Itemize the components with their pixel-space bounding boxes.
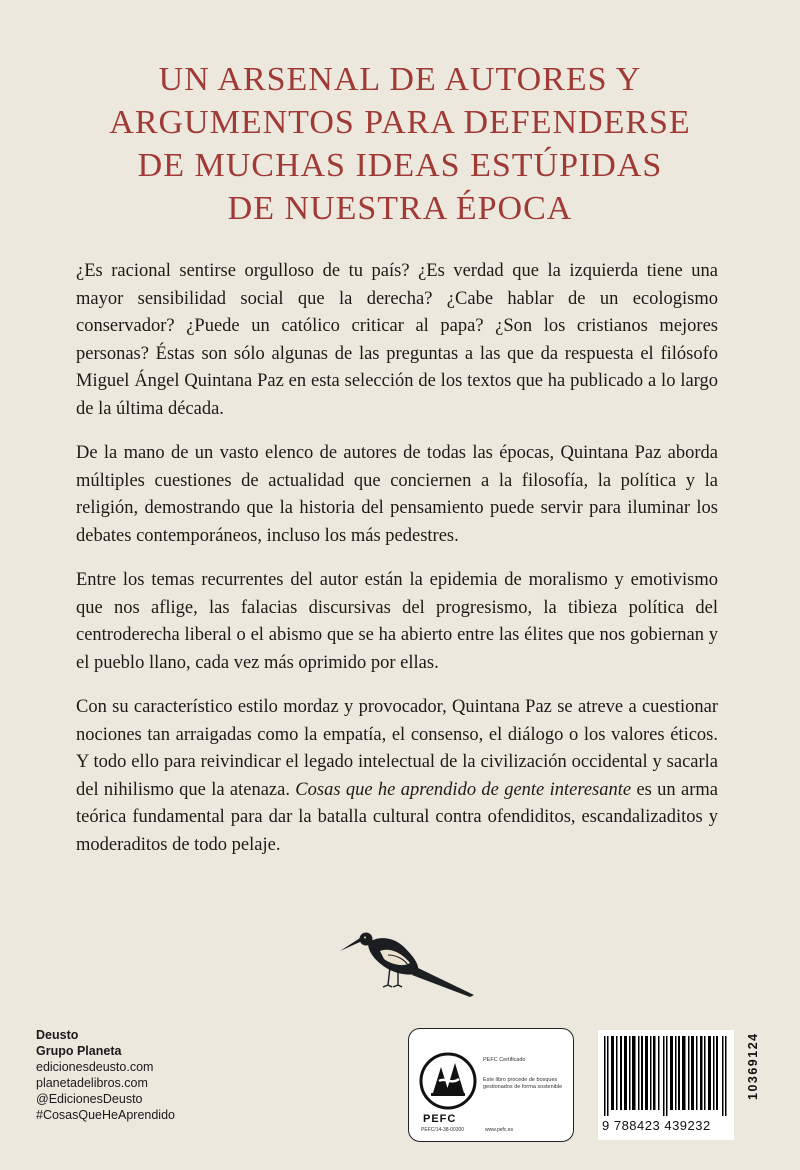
headline-line: DE MUCHAS IDEAS ESTÚPIDAS	[137, 147, 663, 184]
publisher-website[interactable]: edicionesdeusto.com	[36, 1060, 154, 1074]
blurb-text: es un arma teórica fundamental para dar la batalla cultural contra ofendiditos, escandalizaditos y moderaditos de todo pelaje.	[76, 779, 718, 855]
pefc-wordmark: PEFC	[423, 1113, 457, 1125]
publisher-hashtag[interactable]: #CosasQueHeAprendido	[36, 1108, 175, 1122]
isbn-number: 9 788423 439232	[602, 1118, 711, 1133]
pefc-description: Este libro procede de bosques gestionados de forma sostenible	[483, 1077, 563, 1090]
publisher-website-2[interactable]: planetadelibros.com	[36, 1076, 148, 1090]
headline-line: DE NUESTRA ÉPOCA	[227, 190, 573, 227]
headline-line: ARGUMENTOS PARA DEFENDERSE	[109, 104, 691, 141]
headline-line: UN ARSENAL DE AUTORES Y	[158, 61, 642, 98]
publisher-group: Grupo Planeta	[36, 1044, 122, 1058]
publisher-info	[36, 1027, 276, 1123]
magpie-illustration	[338, 925, 478, 997]
publisher-name: Deusto	[36, 1028, 79, 1042]
book-title: Cosas que he aprendido de gente interesante	[295, 779, 632, 800]
blurb-text: Con su característico estilo mordaz y provocador, Quintana Paz se atreve a cuestionar nociones tan arraigadas como la empatía, el consenso, el diálogo o los valores éticos. Y todo ello para reivindicar el legado intelectual de la civilización occidental y sacarla del nihilismo que la atenaza.	[76, 697, 718, 800]
pefc-url: www.pefc.es	[485, 1127, 514, 1133]
pefc-certification-badge	[408, 1028, 574, 1142]
publisher-social-handle[interactable]: @EdicionesDeusto	[36, 1092, 143, 1106]
pefc-certified-label: PEFC Certificado	[483, 1057, 526, 1063]
barcode-bars	[604, 1036, 728, 1116]
blurb-paragraph-4	[76, 694, 718, 859]
blurb	[76, 258, 718, 876]
blurb-paragraph-3: Entre los temas recurrentes del autor están la epidemia de moralismo y emotivismo que nos aflige, las falacias discursivas del progresismo, la tibieza política del centroderecha liberal o el abismo que se ha abierto entre las élites que nos gobiernan y el pueblo llano, cada vez más oprimido por ellas.	[76, 570, 718, 673]
blurb-paragraph-2: De la mano de un vasto elenco de autores de todas las épocas, Quintana Paz aborda múltiples cuestiones de actualidad que conciernen a la filosofía, la política y la religión, demostrando que la historia del pensamiento puede servir para iluminar los debates contemporáneos, incluso los más pedestres.	[76, 443, 718, 546]
isbn-barcode	[598, 1030, 734, 1140]
pefc-trees-icon	[419, 1051, 477, 1113]
product-code: 10369124	[746, 1032, 760, 1100]
pefc-code: PEFC/14-38-00300	[421, 1127, 465, 1133]
blurb-paragraph-1: ¿Es racional sentirse orgulloso de tu país? ¿Es verdad que la izquierda tiene una mayor sensibilidad social que la derecha? ¿Cabe hablar de un ecologismo conservador? ¿Puede un católico criticar al papa? ¿Son los cristianos mejores personas? Éstas son sólo algunas de las preguntas a las que da respuesta el filósofo Miguel Ángel Quintana Paz en esta selección de los textos que ha publicado a lo largo de la última década.	[76, 261, 718, 419]
headline	[60, 58, 740, 230]
